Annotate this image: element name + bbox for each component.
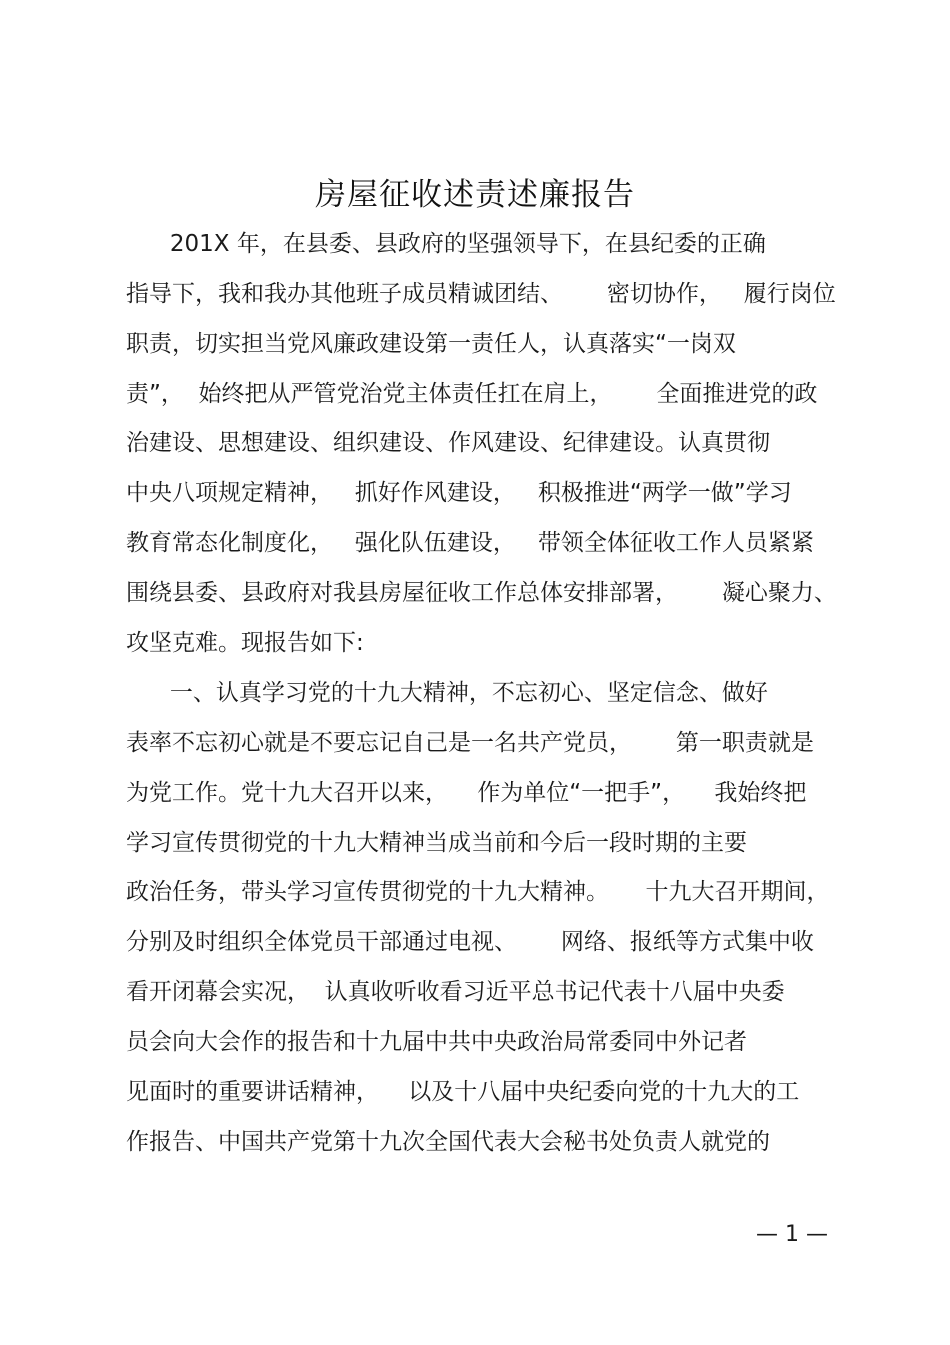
text-line-8: 围绕县委、县政府对我县房屋征收工作总体安排部署， 凝心聚力、	[126, 580, 837, 606]
text-line-13: 学习宣传贯彻党的十九大精神当成当前和今后一段时期的主要	[126, 830, 747, 856]
text-line-7: 教育常态化制度化， 强化队伍建设， 带领全体征收工作人员紧紧	[126, 530, 814, 556]
text-line-15: 分别及时组织全体党员干部通过电视、 网络、报纸等方式集中收	[126, 929, 814, 955]
text-line-14: 政治任务，带头学习宣传贯彻党的十九大精神。 十九大召开期间，	[126, 879, 830, 905]
text-line-12: 为党工作。党十九大召开以来， 作为单位“一把手”， 我始终把	[126, 780, 807, 806]
text-line-17: 员会向大会作的报告和十九届中共中央政治局常委同中外记者	[126, 1029, 747, 1055]
text-line-19: 作报告、中国共产党第十九次全国代表大会秘书处负责人就党的	[126, 1129, 770, 1155]
text-line-3: 职责，切实担当党风廉政建设第一责任人，认真落实“一岗双	[126, 331, 736, 357]
text-line-10: 一、认真学习党的十九大精神，不忘初心、坚定信念、做好	[126, 680, 768, 706]
text-line-11: 表率不忘初心就是不要忘记自己是一名共产党员， 第一职责就是	[126, 730, 814, 756]
text-line-2: 指导下，我和我办其他班子成员精诚团结、 密切协作， 履行岗位	[126, 281, 836, 307]
text-line-4: 责”， 始终把从严管党治党主体责任扛在肩上， 全面推进党的政	[126, 381, 818, 407]
text-line-18: 见面时的重要讲话精神， 以及十八届中央纪委向党的十九大的工	[126, 1079, 800, 1105]
document-title: 房屋征收述责述廉报告	[315, 177, 635, 213]
text-line-9: 攻坚克难。现报告如下:	[126, 630, 364, 656]
text-line-1: 201X 年，在县委、县政府的坚强领导下，在县纪委的正确	[126, 231, 766, 257]
page-number: — 1 —	[756, 1222, 828, 1247]
text-line-16: 看开闭幕会实况， 认真收听收看习近平总书记代表十八届中央委	[126, 979, 785, 1005]
text-line-6: 中央八项规定精神， 抓好作风建设， 积极推进“两学一做”学习	[126, 480, 792, 506]
text-line-5: 治建设、思想建设、组织建设、作风建设、纪律建设。认真贯彻	[126, 430, 770, 456]
